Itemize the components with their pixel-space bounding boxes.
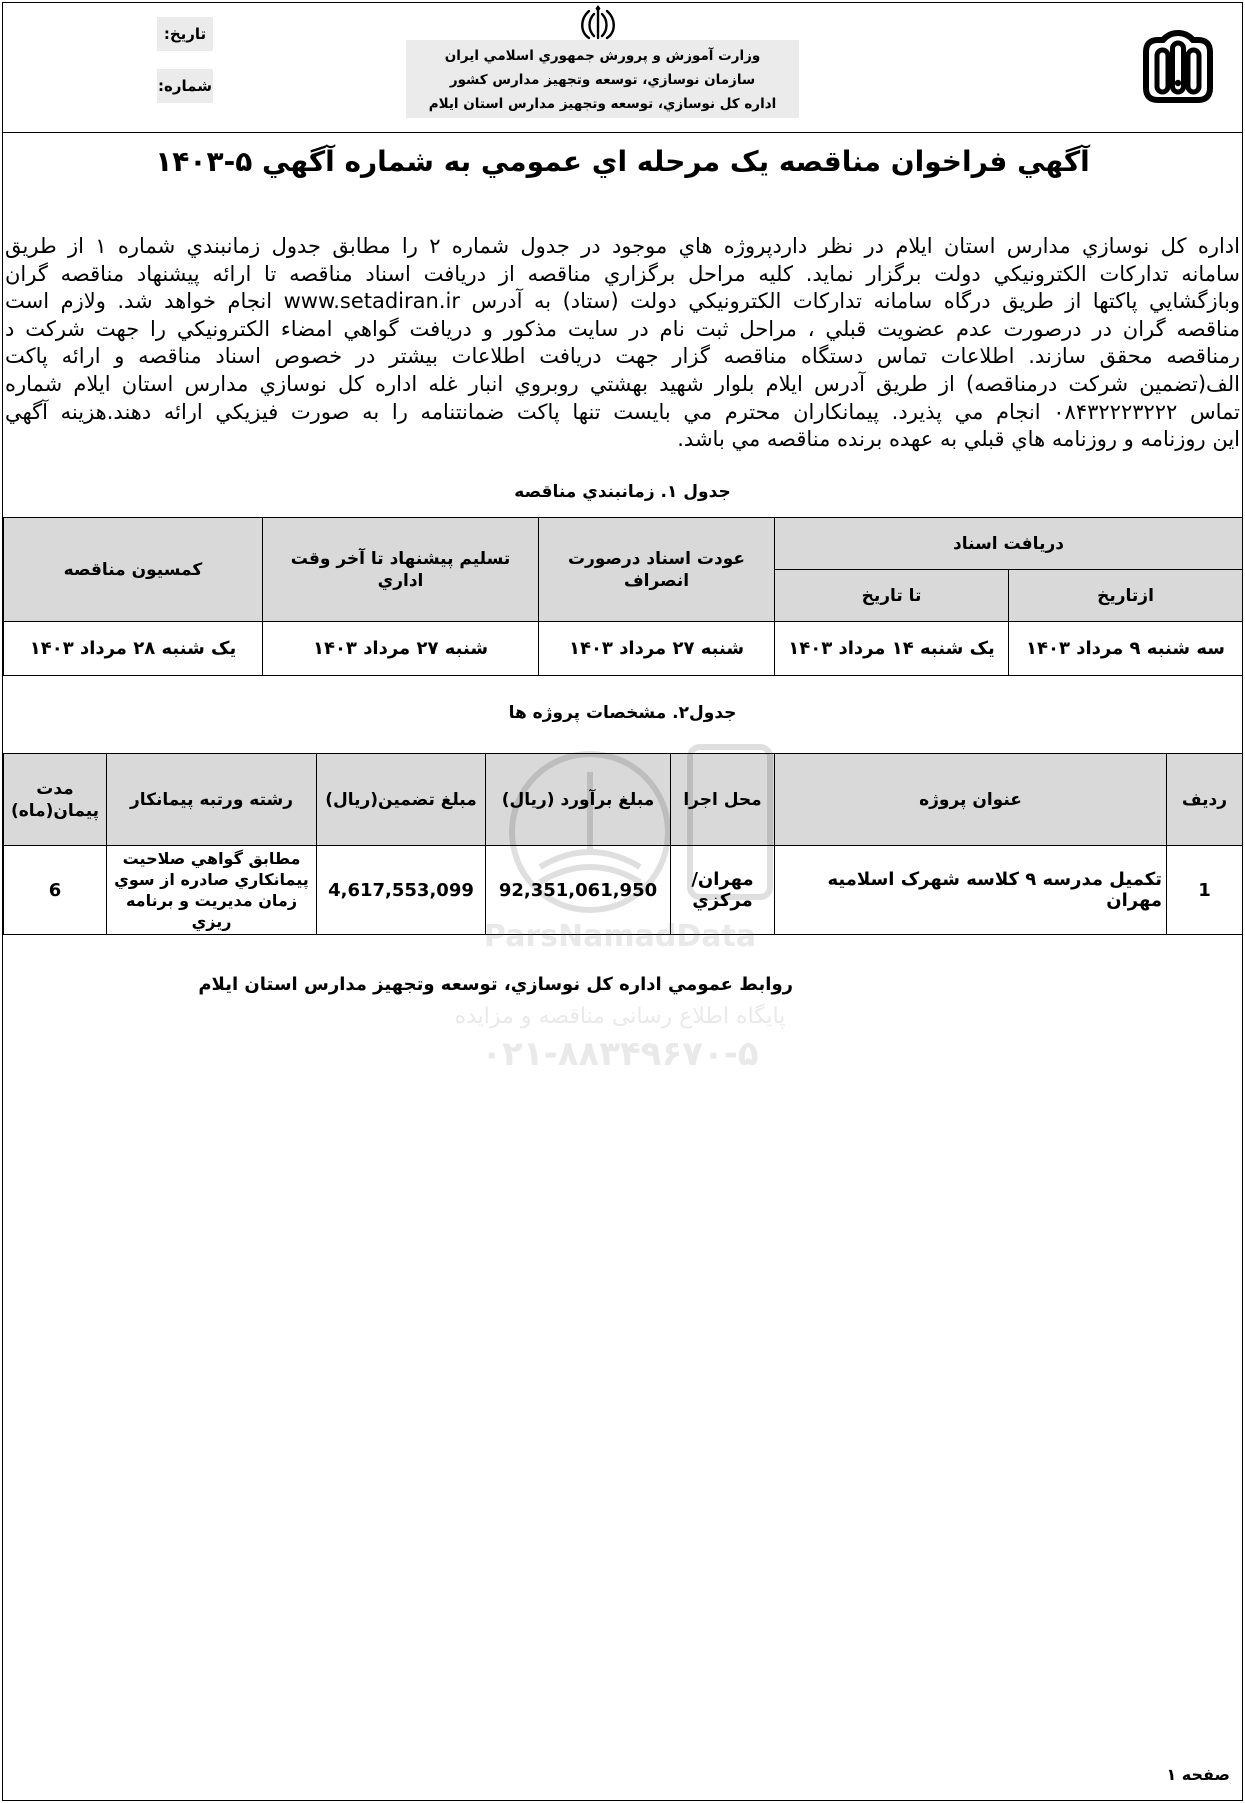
contract-duration-header: مدت پيمان(ماه) xyxy=(4,754,107,846)
contractor-grade-header: رشته ورتبه پيمانكار xyxy=(107,754,317,846)
schedule-header-row xyxy=(4,518,1243,570)
number-label: شماره: xyxy=(157,69,213,103)
provincial-office-name: اداره كل نوسازي، توسعه وتجهيز مدارس استان ايلام xyxy=(428,96,777,112)
body-line: رمناقصه محقق سازند. اطلاعات تماس دستگاه مناقصه گزار جهت دريافت اطلاعات بيشتر در خصوص اسناد مناقصه و ارائه پاكت xyxy=(5,344,1240,369)
schedule-table xyxy=(3,517,1243,676)
body-line: اداره كل نوسازي مدارس استان ايلام در نظر داردپروژه هاي موجود در جدول شماره ۲ را مطابق جدول زمانبندي شماره ۱ از طريق xyxy=(5,234,1240,258)
row-number-header: رديف xyxy=(1167,754,1243,846)
estimated-amount-header: مبلغ برآورد (ريال) xyxy=(486,754,671,846)
commission-header: كمسيون مناقصه xyxy=(4,518,263,622)
commission-cell: يک شنبه ۲۸ مرداد ۱۴۰۳ xyxy=(4,622,263,676)
submit-proposal-cell: شنبه ۲۷ مرداد ۱۴۰۳ xyxy=(263,622,539,676)
date-label: تاريخ: xyxy=(157,17,213,51)
body-line: مناقصه گران در درصورت عدم عضويت قبلي ، مراحل ثبت نام در سايت مذكور و دريافت گواهي امضاء الكترونيكي را جهت شركت د xyxy=(5,316,1240,341)
body-line: تماس ۰۸۴۳۲۲۲۳۲۲۲ انجام مي پذيرد. پيمانكاران محترم مي بايست تنها پاكت ضمانتنامه را به صورت فيزيكي ارائه دهند.هزينه آگهي xyxy=(5,399,1240,424)
organization-name: سازمان نوسازي، توسعه وتجهيز مدارس كشور xyxy=(449,72,756,88)
body-line: اين روزنامه و روزنامه هاي قبلي به عهده برنده مناقصه مي باشد. xyxy=(677,427,1240,452)
page-title: آگهي فراخوان مناقصه يک مرحله اي عمومي به شماره آگهي ۵-۱۴۰۳ xyxy=(155,145,1090,178)
location-header: محل اجرا xyxy=(671,754,775,846)
body-line: سامانه تداركات الكترونيكي دولت برگزار نمايد. كليه مراحل برگزاري مناقصه از دريافت اسناد مناقصه تا ارائه پيشنهاد مناقصه گران xyxy=(5,261,1240,286)
from-date-cell: سه شنبه ۹ مرداد ۱۴۰۳ xyxy=(1009,622,1243,676)
contract-duration-cell: 6 xyxy=(4,846,107,935)
organization-logo-icon xyxy=(1138,30,1218,104)
watermark-brand: ParsNamadData xyxy=(483,919,757,954)
projects-header-row xyxy=(4,754,1243,846)
table-row xyxy=(4,622,1243,676)
location-cell: مهران/مركزي xyxy=(671,846,775,935)
organization-header-box xyxy=(406,40,799,118)
table-row xyxy=(4,846,1243,935)
receive-documents-header: دريافت اسناد xyxy=(775,518,1243,570)
schedule-table-caption: جدول ۱. زمانبندي مناقصه xyxy=(514,482,731,502)
body-line: وبازگشايي پاكتها از طريق درگاه سامانه تداركات الكترونيكي دولت (ستاد) به آدرس www.setadiran.ir انجام خواهد شد. ولازم است xyxy=(5,289,1240,314)
from-date-header: ازتاريخ xyxy=(1009,570,1243,622)
to-date-header: تا تاريخ xyxy=(775,570,1009,622)
submit-proposal-header: تسليم پيشنهاد تا آخر وقت اداري xyxy=(263,518,539,622)
body-line: الف(تضمين شركت درمناقصه) از طريق آدرس ايلام بلوار شهيد بهشتي روبروي انبار غله اداره كل نوسازي مدارس استان ايلام شماره xyxy=(5,371,1240,396)
projects-table xyxy=(3,753,1243,935)
project-title-header: عنوان پروژه xyxy=(775,754,1167,846)
project-title-cell: تكميل مدرسه ۹ كلاسه شهرک اسلاميه مهران xyxy=(775,846,1167,935)
page-number: صفحه ۱ xyxy=(1166,1765,1230,1784)
announcement-body xyxy=(5,233,1240,454)
estimated-amount-cell: 92,351,061,950 xyxy=(486,846,671,935)
to-date-cell: يک شنبه ۱۴ مرداد ۱۴۰۳ xyxy=(775,622,1009,676)
row-number-cell: 1 xyxy=(1167,846,1243,935)
public-relations-signature: روابط عمومي اداره كل نوسازي، توسعه وتجهيز مدارس استان ايلام xyxy=(198,974,793,995)
watermark-tagline: پایگاه اطلاع رسانی مناقصه و مزایده xyxy=(454,1004,786,1029)
return-documents-header: عودت اسناد درصورت انصراف xyxy=(539,518,775,622)
guarantee-amount-cell: 4,617,553,099 xyxy=(317,846,486,935)
ministry-name: وزارت آموزش و پرورش جمهوري اسلامي ايران xyxy=(444,48,761,64)
return-documents-cell: شنبه ۲۷ مرداد ۱۴۰۳ xyxy=(539,622,775,676)
watermark-phone: ۰۲۱-۸۸۳۴۹۶۷۰-۵ xyxy=(481,1034,759,1074)
header-divider xyxy=(2,132,1243,133)
iran-emblem-icon xyxy=(577,3,619,43)
contractor-grade-cell: مطابق گواهي صلاحيت پيمانكاري صادره از سوي زمان مديريت و برنامه ريزي xyxy=(107,846,317,935)
projects-table-caption: جدول۲. مشخصات پروژه ها xyxy=(508,703,737,723)
guarantee-amount-header: مبلغ تضمين(ريال) xyxy=(317,754,486,846)
